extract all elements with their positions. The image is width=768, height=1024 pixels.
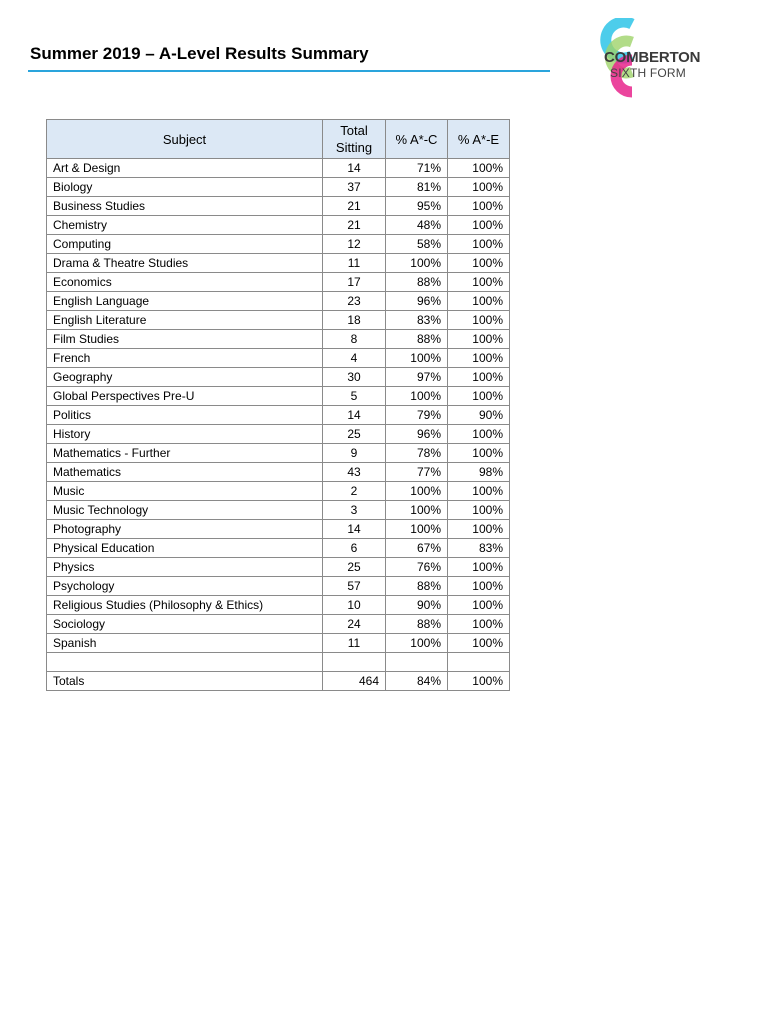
cell-pct-a-star-c: 88%	[386, 273, 448, 292]
blank-cell	[448, 653, 510, 672]
table-row	[47, 273, 510, 292]
totals-pct-a-star-e: 100%	[448, 672, 510, 691]
cell-total-sitting: 25	[323, 425, 386, 444]
cell-pct-a-star-c: 96%	[386, 292, 448, 311]
cell-subject: Music	[47, 482, 323, 501]
cell-pct-a-star-e: 90%	[448, 406, 510, 425]
header-subject: Subject	[47, 120, 323, 159]
title-underline	[28, 70, 550, 72]
header-pct-a-star-c: % A*-C	[386, 120, 448, 159]
cell-subject: Music Technology	[47, 501, 323, 520]
table-row	[47, 615, 510, 634]
cell-pct-a-star-c: 78%	[386, 444, 448, 463]
cell-pct-a-star-c: 79%	[386, 406, 448, 425]
cell-pct-a-star-c: 100%	[386, 254, 448, 273]
cell-pct-a-star-c: 67%	[386, 539, 448, 558]
cell-total-sitting: 57	[323, 577, 386, 596]
cell-pct-a-star-e: 100%	[448, 159, 510, 178]
cell-pct-a-star-e: 100%	[448, 311, 510, 330]
header-pct-a-star-e: % A*-E	[448, 120, 510, 159]
cell-total-sitting: 8	[323, 330, 386, 349]
table-row	[47, 596, 510, 615]
cell-total-sitting: 18	[323, 311, 386, 330]
cell-pct-a-star-e: 100%	[448, 254, 510, 273]
cell-total-sitting: 2	[323, 482, 386, 501]
cell-pct-a-star-c: 90%	[386, 596, 448, 615]
cell-pct-a-star-c: 77%	[386, 463, 448, 482]
totals-pct-a-star-c: 84%	[386, 672, 448, 691]
cell-subject: Physical Education	[47, 539, 323, 558]
cell-pct-a-star-c: 100%	[386, 349, 448, 368]
logo-text-comberton: COMBERTON	[604, 49, 701, 66]
cell-subject: Mathematics	[47, 463, 323, 482]
cell-total-sitting: 14	[323, 159, 386, 178]
cell-pct-a-star-c: 96%	[386, 425, 448, 444]
table-row	[47, 501, 510, 520]
cell-pct-a-star-e: 100%	[448, 292, 510, 311]
table-row	[47, 406, 510, 425]
cell-total-sitting: 21	[323, 216, 386, 235]
page-title: Summer 2019 – A-Level Results Summary	[30, 44, 369, 63]
cell-total-sitting: 30	[323, 368, 386, 387]
cell-subject: Film Studies	[47, 330, 323, 349]
cell-pct-a-star-e: 100%	[448, 387, 510, 406]
cell-subject: English Literature	[47, 311, 323, 330]
totals-sitting: 464	[323, 672, 386, 691]
cell-subject: Religious Studies (Philosophy & Ethics)	[47, 596, 323, 615]
cell-pct-a-star-e: 100%	[448, 273, 510, 292]
cell-total-sitting: 21	[323, 197, 386, 216]
cell-subject: English Language	[47, 292, 323, 311]
cell-pct-a-star-c: 71%	[386, 159, 448, 178]
cell-total-sitting: 4	[323, 349, 386, 368]
table-row	[47, 349, 510, 368]
cell-subject: Economics	[47, 273, 323, 292]
totals-label: Totals	[47, 672, 323, 691]
cell-subject: Computing	[47, 235, 323, 254]
cell-total-sitting: 14	[323, 406, 386, 425]
cell-pct-a-star-c: 97%	[386, 368, 448, 387]
table-row	[47, 254, 510, 273]
results-table	[46, 119, 510, 691]
cell-pct-a-star-c: 88%	[386, 330, 448, 349]
cell-subject: History	[47, 425, 323, 444]
table-row	[47, 558, 510, 577]
cell-pct-a-star-e: 100%	[448, 216, 510, 235]
cell-pct-a-star-e: 83%	[448, 539, 510, 558]
cell-pct-a-star-e: 100%	[448, 368, 510, 387]
cell-subject: French	[47, 349, 323, 368]
table-header-row	[47, 120, 510, 159]
cell-pct-a-star-e: 100%	[448, 558, 510, 577]
cell-pct-a-star-e: 100%	[448, 197, 510, 216]
cell-pct-a-star-c: 81%	[386, 178, 448, 197]
cell-total-sitting: 37	[323, 178, 386, 197]
cell-subject: Photography	[47, 520, 323, 539]
table-row	[47, 482, 510, 501]
cell-total-sitting: 43	[323, 463, 386, 482]
cell-total-sitting: 3	[323, 501, 386, 520]
cell-pct-a-star-e: 100%	[448, 425, 510, 444]
totals-row	[47, 672, 510, 691]
cell-total-sitting: 23	[323, 292, 386, 311]
logo-text-sixth-form: SIXTH FORM	[610, 66, 686, 80]
blank-cell	[386, 653, 448, 672]
cell-pct-a-star-e: 100%	[448, 235, 510, 254]
table-row	[47, 159, 510, 178]
cell-subject: Mathematics - Further	[47, 444, 323, 463]
results-body	[47, 159, 510, 691]
cell-pct-a-star-e: 100%	[448, 615, 510, 634]
cell-pct-a-star-c: 88%	[386, 615, 448, 634]
cell-total-sitting: 12	[323, 235, 386, 254]
cell-subject: Physics	[47, 558, 323, 577]
blank-cell	[323, 653, 386, 672]
cell-pct-a-star-c: 76%	[386, 558, 448, 577]
header-total-sitting: Total Sitting	[323, 120, 386, 159]
cell-total-sitting: 9	[323, 444, 386, 463]
cell-pct-a-star-c: 48%	[386, 216, 448, 235]
cell-total-sitting: 11	[323, 254, 386, 273]
table-row	[47, 330, 510, 349]
table-row	[47, 634, 510, 653]
table-row	[47, 463, 510, 482]
table-row	[47, 235, 510, 254]
cell-pct-a-star-c: 100%	[386, 501, 448, 520]
table-row	[47, 577, 510, 596]
cell-subject: Politics	[47, 406, 323, 425]
cell-pct-a-star-e: 100%	[448, 349, 510, 368]
cell-subject: Drama & Theatre Studies	[47, 254, 323, 273]
cell-subject: Psychology	[47, 577, 323, 596]
cell-pct-a-star-e: 100%	[448, 501, 510, 520]
cell-subject: Business Studies	[47, 197, 323, 216]
cell-pct-a-star-e: 98%	[448, 463, 510, 482]
cell-pct-a-star-c: 100%	[386, 634, 448, 653]
blank-row	[47, 653, 510, 672]
cell-pct-a-star-c: 58%	[386, 235, 448, 254]
table-row	[47, 216, 510, 235]
cell-subject: Art & Design	[47, 159, 323, 178]
cell-pct-a-star-e: 100%	[448, 634, 510, 653]
cell-pct-a-star-c: 100%	[386, 520, 448, 539]
table-row	[47, 368, 510, 387]
table-row	[47, 197, 510, 216]
cell-pct-a-star-c: 100%	[386, 387, 448, 406]
table-row	[47, 444, 510, 463]
cell-total-sitting: 24	[323, 615, 386, 634]
comberton-logo	[592, 18, 732, 98]
cell-pct-a-star-e: 100%	[448, 520, 510, 539]
cell-pct-a-star-c: 100%	[386, 482, 448, 501]
cell-subject: Global Perspectives Pre-U	[47, 387, 323, 406]
cell-total-sitting: 5	[323, 387, 386, 406]
cell-pct-a-star-e: 100%	[448, 178, 510, 197]
cell-subject: Sociology	[47, 615, 323, 634]
cell-pct-a-star-c: 83%	[386, 311, 448, 330]
cell-subject: Biology	[47, 178, 323, 197]
cell-total-sitting: 11	[323, 634, 386, 653]
table-row	[47, 311, 510, 330]
table-row	[47, 178, 510, 197]
cell-subject: Chemistry	[47, 216, 323, 235]
table-row	[47, 520, 510, 539]
cell-pct-a-star-c: 95%	[386, 197, 448, 216]
table-row	[47, 425, 510, 444]
cell-total-sitting: 10	[323, 596, 386, 615]
cell-pct-a-star-c: 88%	[386, 577, 448, 596]
blank-cell	[47, 653, 323, 672]
cell-pct-a-star-e: 100%	[448, 482, 510, 501]
cell-pct-a-star-e: 100%	[448, 596, 510, 615]
cell-pct-a-star-e: 100%	[448, 577, 510, 596]
table-row	[47, 539, 510, 558]
table-row	[47, 292, 510, 311]
cell-total-sitting: 6	[323, 539, 386, 558]
cell-pct-a-star-e: 100%	[448, 330, 510, 349]
cell-total-sitting: 17	[323, 273, 386, 292]
cell-pct-a-star-e: 100%	[448, 444, 510, 463]
cell-total-sitting: 25	[323, 558, 386, 577]
table-row	[47, 387, 510, 406]
cell-subject: Geography	[47, 368, 323, 387]
cell-subject: Spanish	[47, 634, 323, 653]
cell-total-sitting: 14	[323, 520, 386, 539]
